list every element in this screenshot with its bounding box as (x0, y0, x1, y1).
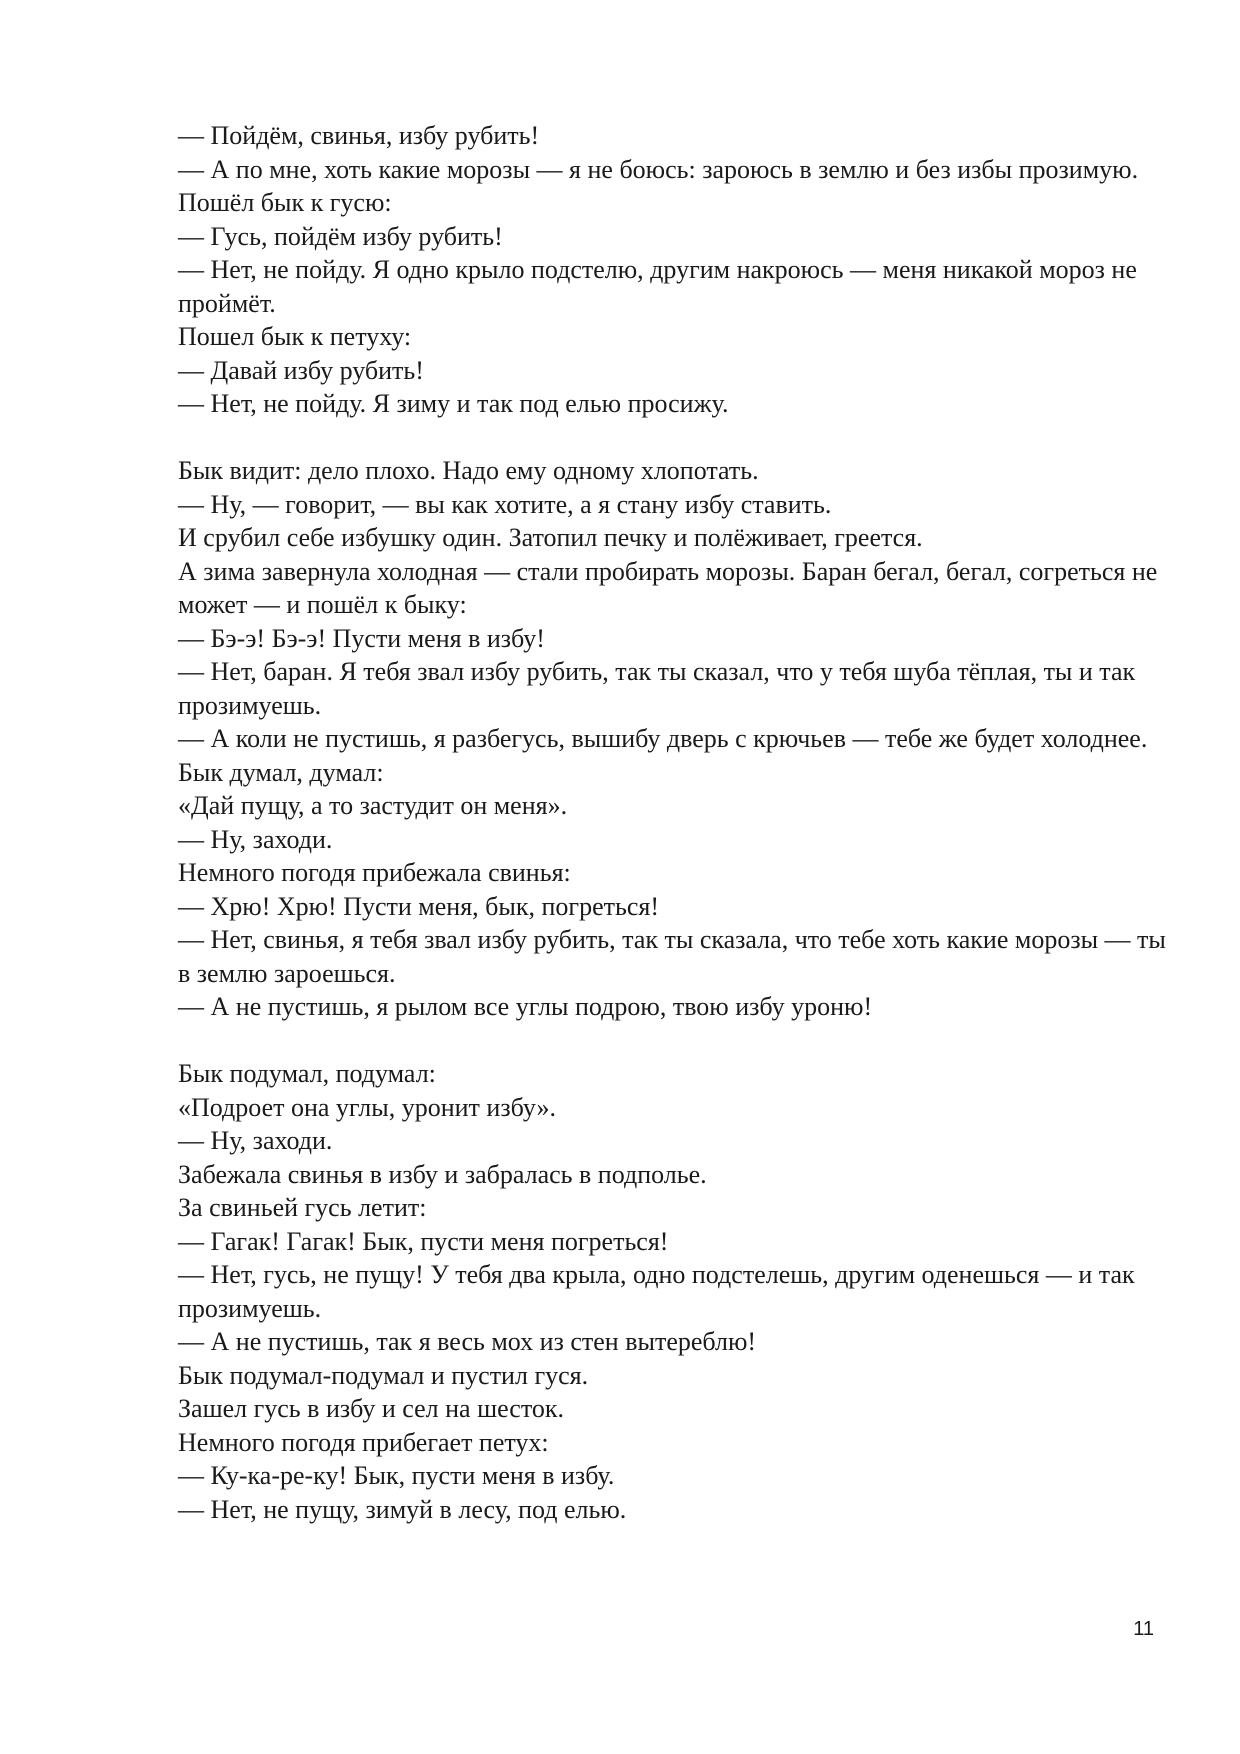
line-27: — Ну, заходи. (178, 1126, 333, 1155)
line-8: — Нет, не пойду. Я зиму и так под елью просижу. (178, 389, 729, 418)
line-28: Забежала свинья в избу и забралась в подполье. (178, 1159, 707, 1189)
line-31: — Нет, гусь, не пущу! У тебя два крыла, одно подстелешь, другим оденешься — и так прозимуешь. (178, 1260, 1135, 1323)
line-16: — А коли не пустишь, я разбегусь, вышибу дверь с крючьев — тебе же будет холоднее. (178, 724, 1148, 753)
line-36: — Ку-ка-ре-ку! Бык, пусти меня в избу. (178, 1461, 615, 1490)
line-37: — Нет, не пущу, зимуй в лесу, под елью. (178, 1494, 627, 1524)
line-23: — А не пустишь, я рылом все углы подрою, твою избу уроню! (178, 992, 873, 1021)
line-21: — Хрю! Хрю! Пусти меня, бык, погреться! (178, 891, 659, 921)
line-34: Зашел гусь в избу и сел на шесток. (178, 1394, 565, 1423)
line-30: — Гагак! Гагак! Бык, пусти меня погреться! (178, 1226, 669, 1256)
line-12: И срубил себе избушку один. Затопил печку и полёживает, греется. (178, 523, 923, 552)
paragraph-gap (178, 421, 1168, 455)
line-29: За свиньей гусь летит: (178, 1193, 427, 1222)
line-6: Пошел бык к петуху: (178, 322, 412, 351)
line-20: Немного погодя прибежала свинья: (178, 858, 571, 887)
line-26: «Подроет она углы, уронит избу». (178, 1092, 556, 1122)
line-1: — Пойдём, свинья, избу рубить! (178, 121, 540, 150)
line-13: А зима завернула холодная — стали пробирать морозы. Баран бегал, бегал, согреться не может — и пошёл к быку: (178, 556, 1158, 619)
line-18: «Дай пущу, а то застудит он меня». (178, 791, 568, 820)
line-5: — Нет, не пойду. Я одно крыло подстелю, другим накроюсь — меня никакой мороз не проймёт. (178, 255, 1137, 318)
line-14: — Бэ-э! Бэ-э! Пусти меня в избу! (178, 623, 545, 653)
line-32: — А не пустишь, так я весь мох из стен вытереблю! (178, 1327, 757, 1356)
line-35: Немного погодя прибегает петух: (178, 1427, 549, 1457)
paragraph-gap (178, 1024, 1168, 1058)
line-10: Бык видит: дело плохо. Надо ему одному хлопотать. (178, 456, 759, 485)
line-2: — А по мне, хоть какие морозы — я не боюсь: зароюсь в землю и без избы прозимую. (178, 154, 1139, 184)
line-22: — Нет, свинья, я тебя звал избу рубить, так ты сказала, что тебе хоть какие морозы — ты в землю зароешься. (178, 925, 1166, 988)
story-text (178, 119, 1168, 1526)
line-17: Бык думал, думал: (178, 757, 384, 787)
line-15: — Нет, баран. Я тебя звал избу рубить, так ты сказал, что у тебя шуба тёплая, ты и так прозимуешь. (178, 657, 1136, 720)
line-3: Пошёл бык к гусю: (178, 188, 392, 217)
line-25: Бык подумал, подумал: (178, 1059, 436, 1088)
line-33: Бык подумал-подумал и пустил гуся. (178, 1360, 589, 1390)
line-7: — Давай избу рубить! (178, 355, 424, 385)
line-4: — Гусь, пойдём избу рубить! (178, 221, 503, 251)
line-19: — Ну, заходи. (178, 824, 333, 854)
page-number: 11 (1133, 1618, 1154, 1640)
line-11: — Ну, — говорит, — вы как хотите, а я стану избу ставить. (178, 489, 832, 519)
